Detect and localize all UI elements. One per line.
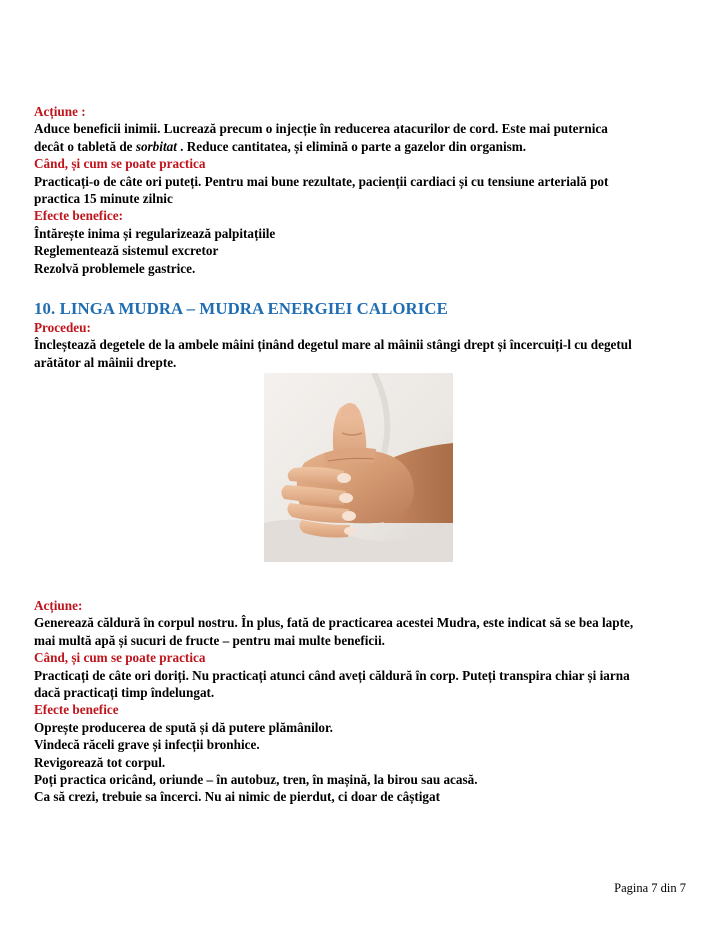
efecte-label: Efecte benefice (34, 702, 119, 718)
efecte-text-line: Oprește producerea de spută și dă putere plămânilor. (34, 719, 333, 735)
section-linga-mudra-body (34, 597, 694, 806)
actiune-label: Acțiune: (34, 598, 83, 613)
efecte-label: Efecte benefice: (34, 208, 123, 224)
cand-label: Când, și cum se poate practica (34, 650, 206, 666)
efecte-text-line: Ca să crezi, trebuie sa încerci. Nu ai nimic de pierdut, ci doar de câștigat (34, 789, 440, 805)
cand-text-line: practica 15 minute zilnic (34, 191, 173, 207)
actiune-text-line: Generează căldură în corpul nostru. În plus, fată de practicarea acestei Mudra, este indicat să se bea lapte, (34, 615, 634, 631)
text-fragment: . Reduce cantitatea, și elimină o parte a gazelor din organism. (176, 138, 527, 154)
procedeu-text-line: arătător al mâinii drepte. (34, 354, 177, 370)
efecte-text-line: Vindecă răceli grave și infecții bronhice. (34, 737, 260, 753)
procedeu-text-line: Încleștează degetele de la ambele mâini ținând degetul mare al mâinii stângi drept și încercuiți-l cu degetul (34, 337, 632, 353)
efecte-text-line: Revigorează tot corpul. (34, 754, 166, 770)
actiune-text-line: mai multă apă și sucuri de fructe – pentru mai multe beneficii. (34, 632, 385, 648)
efecte-text-line: Întărește inima și regularizează palpitațiile (34, 225, 276, 241)
section-previous-mudra (34, 103, 694, 277)
procedeu-block (34, 319, 694, 371)
page-number: Pagina 7 din 7 (614, 881, 686, 895)
clasped-hands-illustration (264, 373, 453, 562)
actiune-text-line (34, 138, 694, 155)
section-heading: 10. LINGA MUDRA – MUDRA ENERGIEI CALORICE (34, 299, 448, 318)
efecte-text-line: Rezolvă problemele gastrice. (34, 260, 196, 276)
text-fragment: decât o tabletă de (34, 138, 136, 154)
procedeu-label: Procedeu: (34, 320, 91, 335)
actiune-label: Acțiune : (34, 104, 86, 119)
italic-term: sorbitat (135, 138, 177, 154)
actiune-text-line: Aduce beneficii inimii. Lucrează precum o injecție în reducerea atacurilor de cord. Este mai puternica (34, 121, 608, 137)
efecte-text-line: Poți practica oricând, oriunde – în autobuz, tren, în mașină, la birou sau acasă. (34, 772, 478, 788)
clasped-hands-photo (264, 373, 453, 562)
cand-text-line: dacă practicați timp îndelungat. (34, 685, 215, 701)
cand-label: Când, și cum se poate practica (34, 156, 206, 172)
efecte-text-line: Reglementează sistemul excretor (34, 243, 219, 259)
cand-text-line: Practicați-o de câte ori puteți. Pentru mai bune rezultate, pacienții cardiaci și cu tensiune arterială pot (34, 173, 609, 189)
cand-text-line: Practicați de câte ori doriți. Nu practicați atunci când aveți căldură în corp. Puteți transpira chiar și iarna (34, 667, 630, 683)
